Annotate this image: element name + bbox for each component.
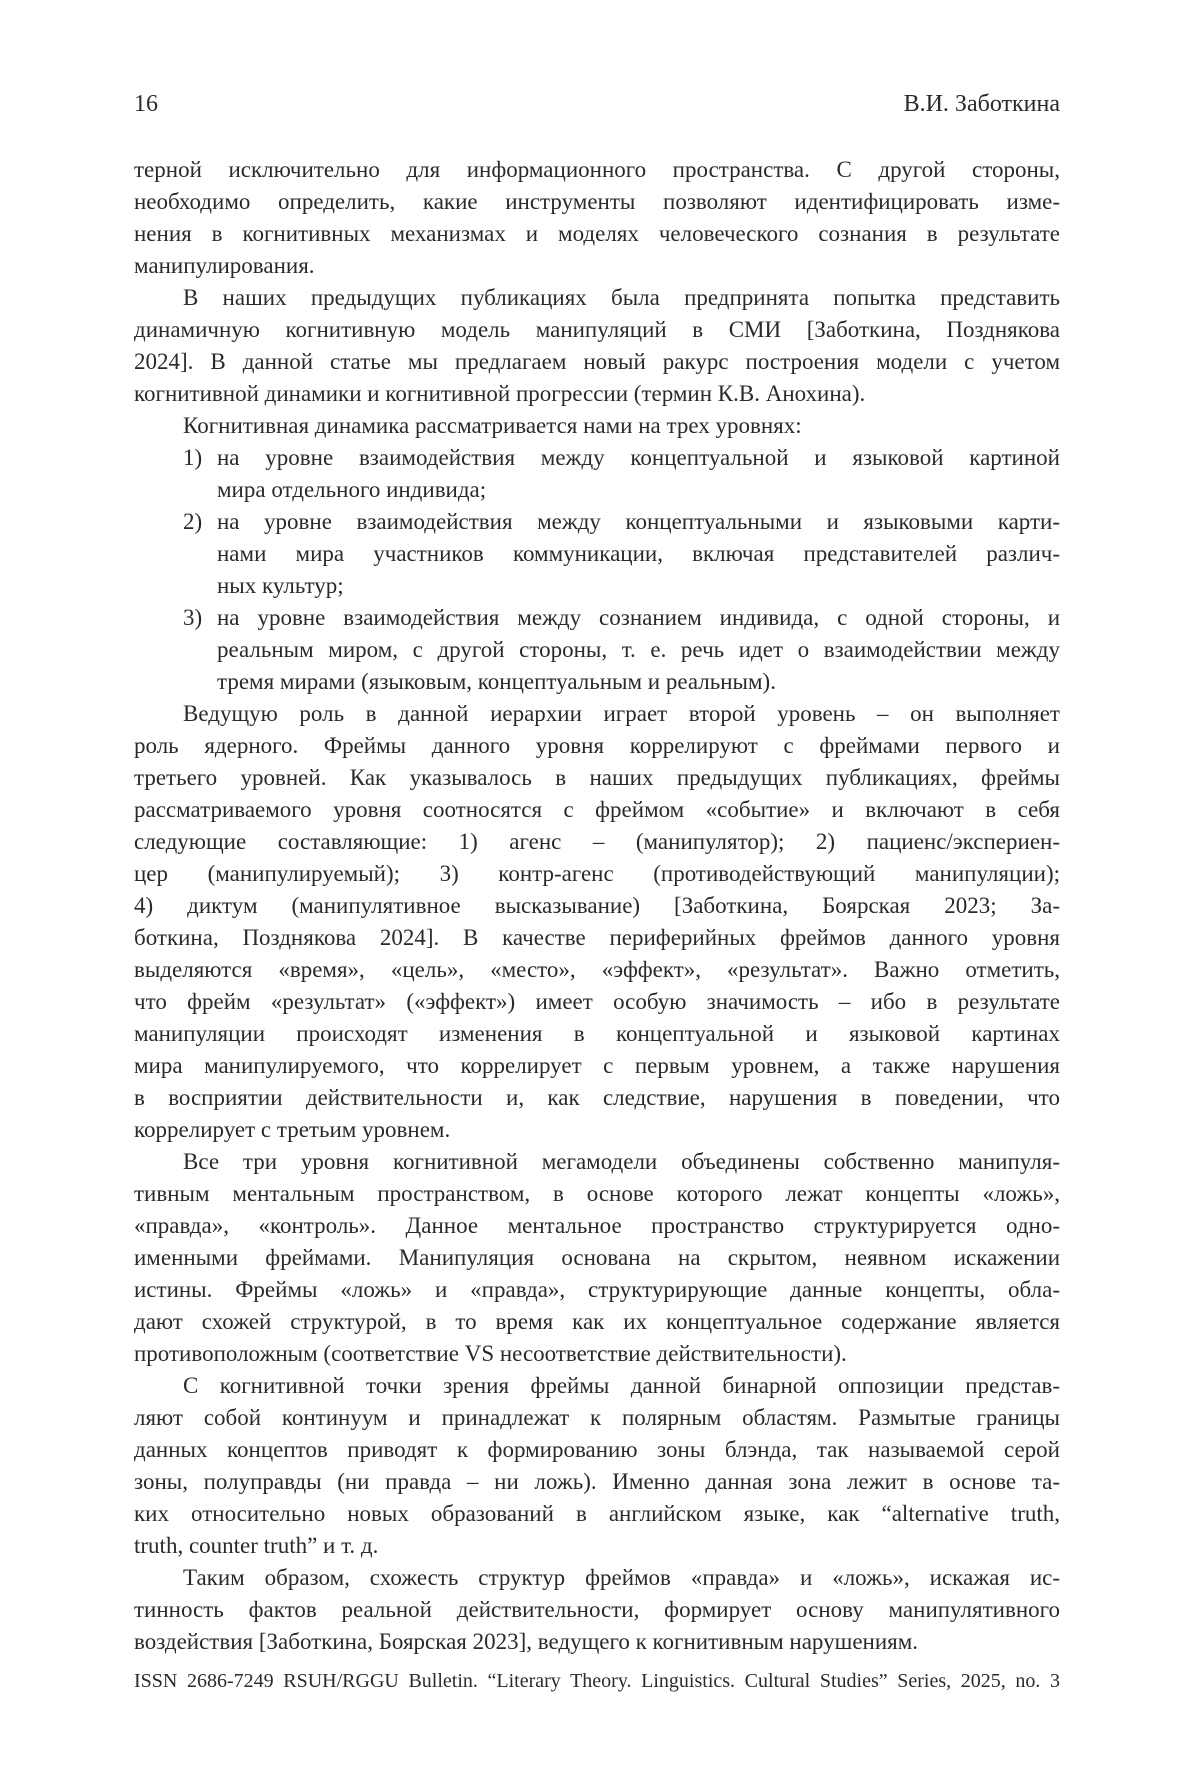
text-line: 4) диктум (манипулятивное высказывание) [Заботкина, Боярская 2023; За- [134,890,1060,922]
text-line: 2024]. В данной статье мы предлагаем новый ракурс построения модели с учетом [134,346,1060,378]
text-line: В наших предыдущих публикациях была предпринята попытка представить [134,282,1060,314]
paragraph [134,410,1060,442]
text-line: третьего уровней. Как указывалось в наших предыдущих публикациях, фреймы [134,762,1060,794]
text-line: что фрейм «результат» («эффект») имеет особую значимость – ибо в результате [134,986,1060,1018]
text-line: тинность фактов реальной действительности, формирует основу манипулятивного [134,1594,1060,1626]
text-line: Все три уровня когнитивной мегамодели объединены собственно манипуля- [134,1146,1060,1178]
text-line: на уровне взаимодействия между концептуальными и языковыми карти- [217,506,1060,538]
text-line: нения в когнитивных механизмах и моделях человеческого сознания в результате [134,218,1060,250]
journal-footer: ISSN 2686-7249 RSUH/RGGU Bulletin. “Literary Theory. Linguistics. Cultural Studies” Series, 2025, no. 3 [134,1666,1060,1696]
paragraph [134,1562,1060,1658]
text-line: на уровне взаимодействия между концептуальной и языковой картиной [217,442,1060,474]
text-line: тивным ментальным пространством, в основе которого лежат концепты «ложь», [134,1178,1060,1210]
text-line: именными фреймами. Манипуляция основана на скрытом, неявном искажении [134,1242,1060,1274]
list-number: 2) [183,506,202,538]
text-line: динамичную когнитивную модель манипуляций в СМИ [Заботкина, Позднякова [134,314,1060,346]
text-line: цер (манипулируемый); 3) контр-агенс (противодействующий манипуляции); [134,858,1060,890]
list-number: 3) [183,602,202,634]
text-line: выделяются «время», «цель», «место», «эффект», «результат». Важно отметить, [134,954,1060,986]
article-body [134,154,1060,1658]
text-line: нами мира участников коммуникации, включая представителей различ- [217,538,1060,570]
text-line: «правда», «контроль». Данное ментальное пространство структурируется одно- [134,1210,1060,1242]
paragraph [134,282,1060,410]
text-line: тремя мирами (языковым, концептуальным и реальным). [217,666,1060,698]
list-item [134,602,1060,698]
list-item [134,442,1060,506]
text-line: воздействия [Заботкина, Боярская 2023], ведущего к когнитивным нарушениям. [134,1626,1060,1658]
text-line: Ведущую роль в данной иерархии играет второй уровень – он выполняет [134,698,1060,730]
text-line: реальным миром, с другой стороны, т. е. речь идет о взаимодействии между [217,634,1060,666]
text-line: терной исключительно для информационного пространства. С другой стороны, [134,154,1060,186]
text-line: Таким образом, схожесть структур фреймов «правда» и «ложь», искажая ис- [134,1562,1060,1594]
text-line: данных концептов приводят к формированию зоны блэнда, так называемой серой [134,1434,1060,1466]
list-item [134,506,1060,602]
text-line: манипулирования. [134,250,1060,282]
text-line: когнитивной динамики и когнитивной прогрессии (термин К.В. Анохина). [134,378,1060,410]
text-line: зоны, полуправды (ни правда – ни ложь). Именно данная зона лежит в основе та- [134,1466,1060,1498]
text-line: манипуляции происходят изменения в концептуальной и языковой картинах [134,1018,1060,1050]
paragraph [134,1370,1060,1562]
paragraph [134,698,1060,1146]
text-line: ляют собой континуум и принадлежат к полярным областям. Размытые границы [134,1402,1060,1434]
text-line: мира отдельного индивида; [217,474,1060,506]
running-author: В.И. Заботкина [904,88,1060,120]
text-line: рассматриваемого уровня соотносятся с фреймом «событие» и включают в себя [134,794,1060,826]
paragraph [134,154,1060,282]
list-number: 1) [183,442,202,474]
text-line: в восприятии действительности и, как следствие, нарушения в поведении, что [134,1082,1060,1114]
text-line: truth, counter truth” и т. д. [134,1530,1060,1562]
text-line: истины. Фреймы «ложь» и «правда», структурирующие данные концепты, обла- [134,1274,1060,1306]
text-line: противоположным (соответствие VS несоответствие действительности). [134,1338,1060,1370]
text-line: роль ядерного. Фреймы данного уровня коррелируют с фреймами первого и [134,730,1060,762]
page-number: 16 [134,88,158,120]
text-line: следующие составляющие: 1) агенс – (манипулятор); 2) пациенс/экспериен- [134,826,1060,858]
text-line: на уровне взаимодействия между сознанием индивида, с одной стороны, и [217,602,1060,634]
text-line: Когнитивная динамика рассматривается нами на трех уровнях: [134,410,1060,442]
text-line: необходимо определить, какие инструменты позволяют идентифицировать изме- [134,186,1060,218]
text-line: мира манипулируемого, что коррелирует с первым уровнем, а также нарушения [134,1050,1060,1082]
text-line: ных культур; [217,570,1060,602]
text-line: коррелирует с третьим уровнем. [134,1114,1060,1146]
paragraph [134,1146,1060,1370]
text-line: боткина, Позднякова 2024]. В качестве периферийных фреймов данного уровня [134,922,1060,954]
text-line: С когнитивной точки зрения фреймы данной бинарной оппозиции представ- [134,1370,1060,1402]
text-line: дают схожей структурой, в то время как их концептуальное содержание является [134,1306,1060,1338]
text-line: ких относительно новых образований в английском языке, как “alternative truth, [134,1498,1060,1530]
